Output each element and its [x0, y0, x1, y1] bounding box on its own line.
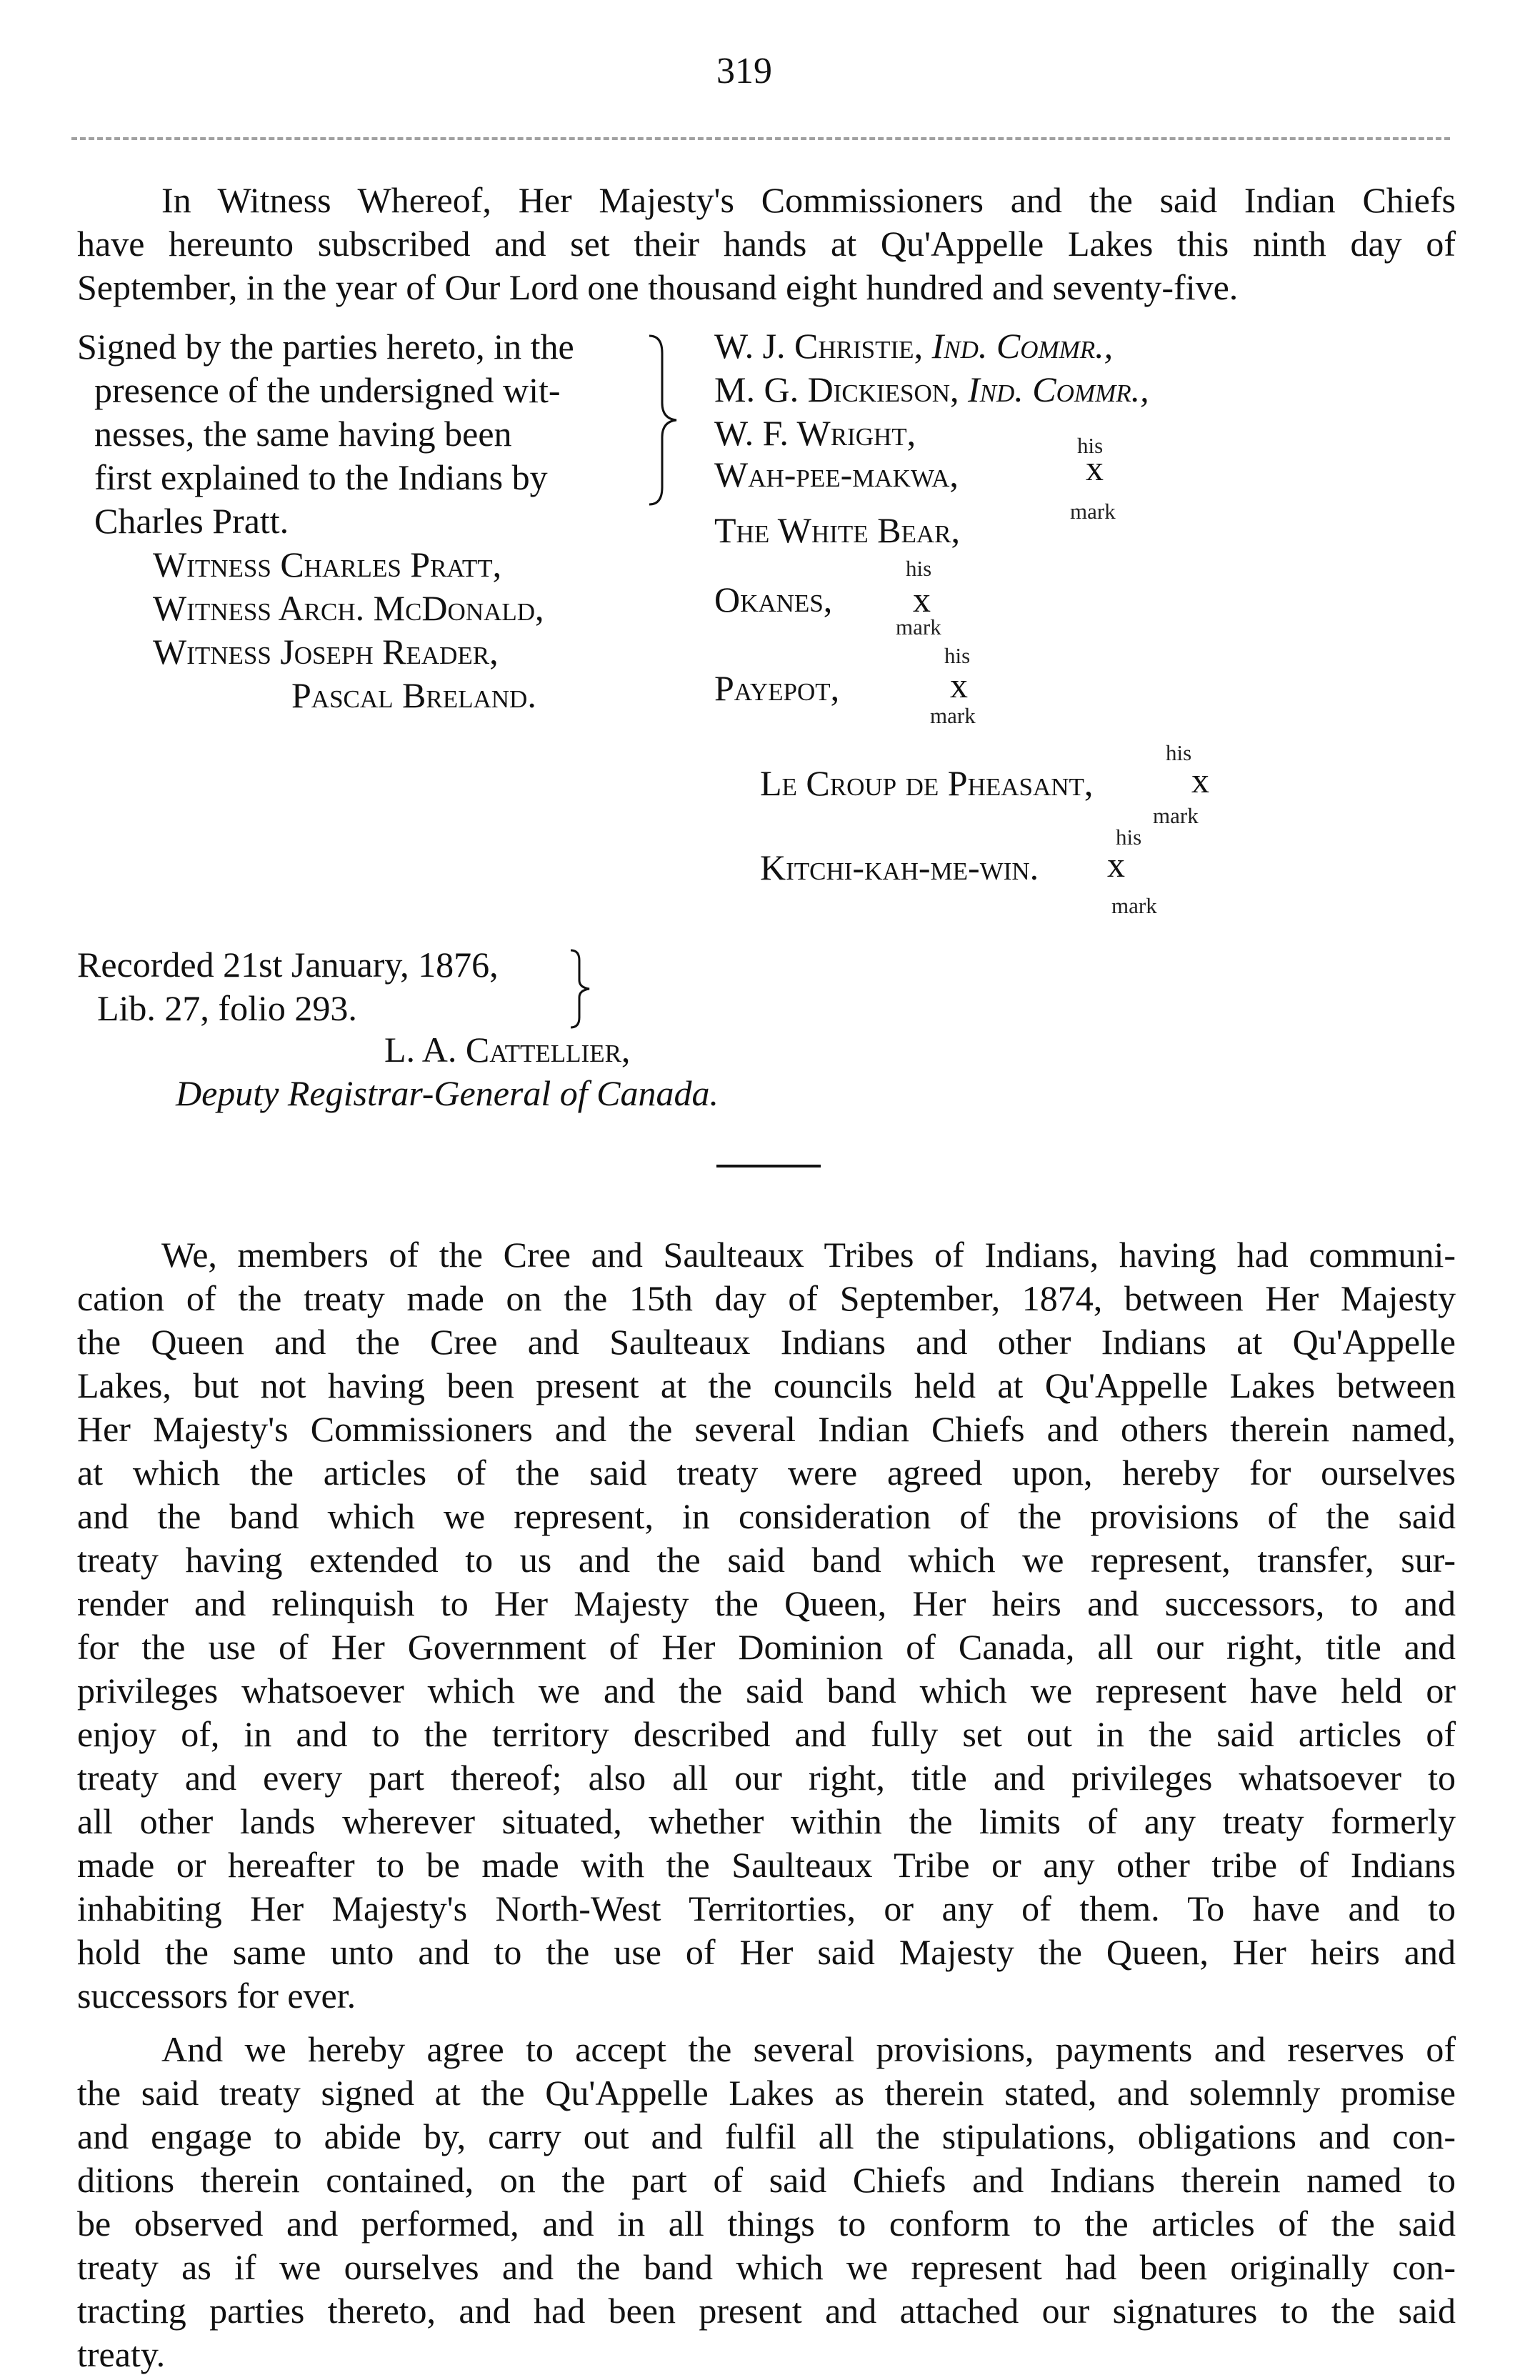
mark-x-2: x — [913, 579, 931, 619]
adhesion-1-line-6: at which the articles of the said treaty were agreed upon, hereby for ourselves — [77, 1453, 1456, 1493]
commissioner-2: M. G. Dickieson, Ind. Commr., — [714, 369, 1149, 409]
adhesion-1-line-12: enjoy of, in and to the territory described and fully set out in the said articles of — [77, 1714, 1456, 1754]
page-number: 319 — [716, 51, 772, 91]
signed-block-brace — [646, 334, 679, 506]
witness-3: Witness Joseph Reader, — [153, 632, 499, 672]
adhesion-1-line-4: Lakes, but not having been present at the councils held at Qu'Appelle Lakes between — [77, 1365, 1456, 1405]
mark-his-2: his — [906, 556, 932, 581]
chief-4: Payepot, — [714, 668, 840, 708]
recorded-line-2: Lib. 27, folio 293. — [97, 988, 357, 1028]
mark-x-3: x — [950, 665, 968, 705]
signed-line-5: Charles Pratt. — [94, 501, 289, 541]
chief-2: The White Bear, — [714, 510, 961, 550]
adhesion-1-line-7: and the band which we represent, in consideration of the provisions of the said — [77, 1496, 1456, 1536]
adhesion-1-line-13: treaty and every part thereof; also all our right, title and privileges whatsoever to — [77, 1758, 1456, 1798]
adhesion-2-line-4: ditions therein contained, on the part of said Chiefs and Indians therein named to — [77, 2160, 1456, 2200]
mark-his-3: his — [944, 643, 971, 668]
recorded-line-1: Recorded 21st January, 1876, — [77, 945, 499, 985]
mark-x-5: x — [1107, 845, 1125, 885]
signed-line-2: presence of the undersigned wit- — [94, 370, 561, 410]
mark-his-1: his — [1077, 433, 1104, 458]
section-rule — [716, 1165, 821, 1167]
adhesion-2-line-1: And we hereby agree to accept the several provisions, payments and reserves of — [161, 2029, 1456, 2069]
witness-line-3: September, in the year of Our Lord one thousand eight hundred and seventy-five. — [77, 267, 1239, 307]
mark-word-4: mark — [1153, 803, 1199, 828]
adhesion-1-line-1: We, members of the Cree and Saulteaux Tribes of Indians, having had communi- — [161, 1235, 1456, 1275]
mark-x-4: x — [1191, 760, 1209, 800]
witness-1: Witness Charles Pratt, — [153, 544, 502, 584]
chief-5: Le Croup de Pheasant, — [760, 763, 1094, 803]
chief-1: Wah-pee-makwa, — [714, 454, 959, 494]
adhesion-2-line-7: tracting parties thereto, and had been present and attached our signatures to the said — [77, 2291, 1456, 2331]
adhesion-1-line-3: the Queen and the Cree and Saulteaux Indians and other Indians at Qu'Appelle — [77, 1322, 1456, 1362]
witness-4: Pascal Breland. — [291, 675, 536, 715]
signed-line-3: nesses, the same having been — [94, 414, 512, 454]
mark-word-2: mark — [896, 614, 941, 639]
adhesion-1-line-18: successors for ever. — [77, 1976, 356, 2016]
registrar-name: L. A. Cattellier, — [384, 1030, 631, 1070]
signed-line-1: Signed by the parties hereto, in the — [77, 327, 574, 367]
mark-his-4: his — [1166, 740, 1192, 765]
adhesion-2-line-3: and engage to abide by, carry out and fulfil all the stipulations, obligations and con- — [77, 2116, 1456, 2156]
adhesion-1-line-9: render and relinquish to Her Majesty the Queen, Her heirs and successors, to and — [77, 1583, 1456, 1623]
witness-line-1: In Witness Whereof, Her Majesty's Commissioners and the said Indian Chiefs — [161, 180, 1456, 220]
mark-word-1: mark — [1070, 499, 1116, 524]
chief-6: Kitchi-kah-me-win. — [760, 847, 1039, 887]
mark-his-5: his — [1116, 825, 1142, 850]
adhesion-1-line-16: inhabiting Her Majesty's North-West Territorties, or any of them. To have and to — [77, 1888, 1456, 1928]
adhesion-1-line-15: made or hereafter to be made with the Saulteaux Tribe or any other tribe of Indians — [77, 1845, 1456, 1885]
adhesion-2-line-5: be observed and performed, and in all things to conform to the articles of the said — [77, 2204, 1456, 2244]
recorded-brace — [568, 949, 592, 1029]
registrar-title: Deputy Registrar-General of Canada. — [176, 1073, 719, 1113]
adhesion-1-line-10: for the use of Her Government of Her Dominion of Canada, all our right, title and — [77, 1627, 1456, 1667]
adhesion-2-line-8: treaty. — [77, 2334, 166, 2374]
adhesion-1-line-8: treaty having extended to us and the said band which we represent, transfer, sur- — [77, 1540, 1456, 1580]
adhesion-1-line-11: privileges whatsoever which we and the said band which we represent have held or — [77, 1671, 1456, 1711]
mark-word-3: mark — [930, 703, 976, 728]
adhesion-2-line-2: the said treaty signed at the Qu'Appelle Lakes as therein stated, and solemnly promise — [77, 2073, 1456, 2113]
mark-x-1: x — [1086, 448, 1104, 488]
signed-block — [77, 325, 674, 717]
commissioner-1: W. J. Christie, Ind. Commr., — [714, 326, 1114, 366]
adhesion-2-line-6: treaty as if we ourselves and the band which we represent had been originally con- — [77, 2247, 1456, 2287]
witness-line-2: have hereunto subscribed and set their hands at Qu'Appelle Lakes this ninth day of — [77, 224, 1456, 264]
adhesion-1-line-14: all other lands wherever situated, whether within the limits of any treaty formerly — [77, 1801, 1456, 1841]
header-rule — [71, 137, 1450, 140]
adhesion-1-line-17: hold the same unto and to the use of Her said Majesty the Queen, Her heirs and — [77, 1932, 1456, 1972]
commissioner-3: W. F. Wright, — [714, 413, 916, 453]
mark-word-5: mark — [1111, 893, 1157, 918]
witness-2: Witness Arch. McDonald, — [153, 588, 544, 628]
adhesion-1-line-2: cation of the treaty made on the 15th day of September, 1874, between Her Majesty — [77, 1278, 1456, 1318]
adhesion-1-line-5: Her Majesty's Commissioners and the several Indian Chiefs and others therein named, — [77, 1409, 1456, 1449]
signed-line-4: first explained to the Indians by — [94, 457, 548, 497]
recorded-block — [77, 943, 499, 1030]
chief-3: Okanes, — [714, 579, 833, 619]
